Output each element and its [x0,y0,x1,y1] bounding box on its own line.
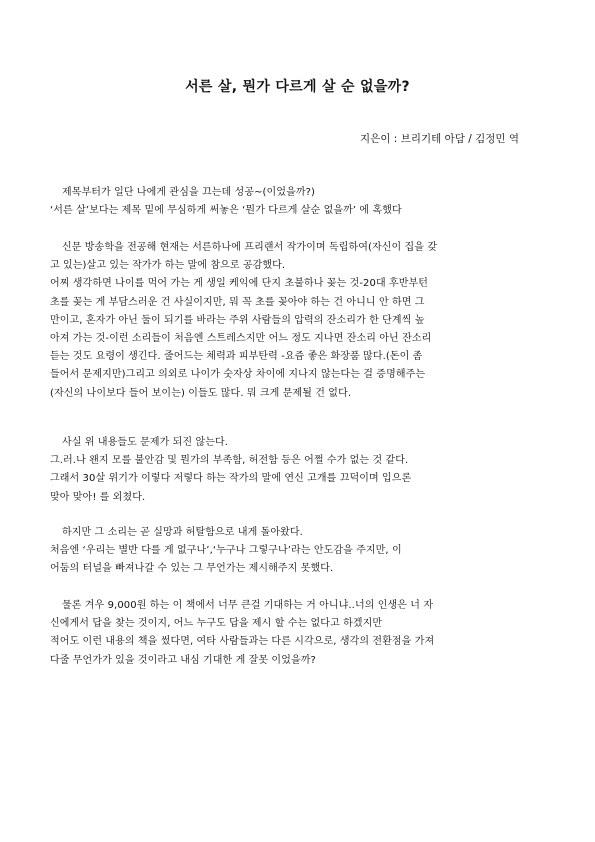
text-line: 듣는 것도 요령이 생긴다. 줄어드는 체력과 피부탄력 -요즘 좋은 화장품 많다.(돈이 좀 [50,351,423,363]
text-line: 신에게서 답을 찾는 것이지, 어느 누구도 답을 제시 할 수는 없다고 하겠지만 [50,618,383,630]
text-line: ‘서른 살’보다는 제목 밑에 무심하게 써놓은 ‘뭔가 다르게 살순 없을까’ 에 혹했다 [50,205,402,217]
text-line: 사실 위 내용들도 문제가 되진 않는다. [62,437,229,448]
text-line: 그.러.나 왠지 모를 불안감 및 뭔가의 부족함, 허전함 등은 어쩔 수가 없는 것 같다. [50,455,409,467]
author-byline: 지은이 : 브리기테 아담 / 김정민 역 [360,133,519,145]
text-line: 만이고, 혼자가 아닌 둘이 되기를 바라는 주위 사람들의 압력의 잔소리가 한 단계씩 높 [50,314,425,326]
text-line: 고 있는)살고 있는 작가가 하는 말에 참으로 공감했다. [50,260,286,272]
text-line: 하지만 그 소리는 곧 실망과 허탈함으로 내게 돌아왔다. [62,527,303,538]
text-line: 다줄 무언가가 있을 것이라고 내심 기대한 게 잘못 이었을까? [50,654,316,666]
paragraph-4 [50,524,545,579]
text-line: 들어서 문제지만)그리고 의외로 나이가 숫자상 차이에 지나지 않는다는 걸 증명해주는 [50,369,426,381]
text-line: 아져 가는 것-이런 소리들이 처음엔 스트레스지만 어느 정도 지나면 잔소리 아닌 잔소리 [50,332,432,344]
text-line: (자신의 나이보다 들어 보이는) 이들도 많다. 뭐 크게 문제될 건 없다. [50,387,352,399]
text-line: 물론 겨우 9,000원 하는 이 책에서 너무 큰걸 기대하는 거 아니냐..너의 인생은 너 자 [62,600,434,611]
document-title: 서른 살, 뭔가 다르게 살 순 없을까? [185,79,410,95]
text-line: 제목부터가 일단 나에게 관심을 끄는데 성공~(이었을까?) [62,187,316,198]
paragraph-1 [50,184,545,220]
text-line: 그래서 30살 위기가 이렇다 저렇다 하는 작가의 말에 연신 고개를 끄덕이며 입으론 [50,473,412,485]
text-line: 어찌 생각하면 나이를 먹어 가는 게 생일 케익에 단지 초불하나 꽂는 것-20대 후반부턴 [50,278,429,290]
text-line: 어둠의 터널을 빠져나갈 수 있는 그 무언가는 제시해주지 못했다. [50,563,334,575]
paragraph-2 [50,239,545,403]
text-line: 적어도 이런 내용의 책을 썼다면, 여타 사람들과는 다른 시각으로, 생각의 전환점을 가져 [50,636,435,648]
paragraph-5 [50,597,545,670]
text-line: 맞아 맞아! 를 외쳤다. [50,491,146,503]
paragraph-3 [50,434,545,507]
text-line: 초를 꽂는 게 부담스러운 건 사실이지만, 뭐 꼭 초를 꽂아야 하는 건 아니니 안 하면 그 [50,296,425,308]
text-line: 처음엔 ‘우리는 별반 다를 게 없구나’,‘누구나 그렇구나’라는 안도감을 주지만, 이 [50,545,402,557]
text-line: 신문 방송학을 전공해 현재는 서른하나에 프리랜서 작가이며 독립하여(자신이 집을 갖 [62,242,438,253]
